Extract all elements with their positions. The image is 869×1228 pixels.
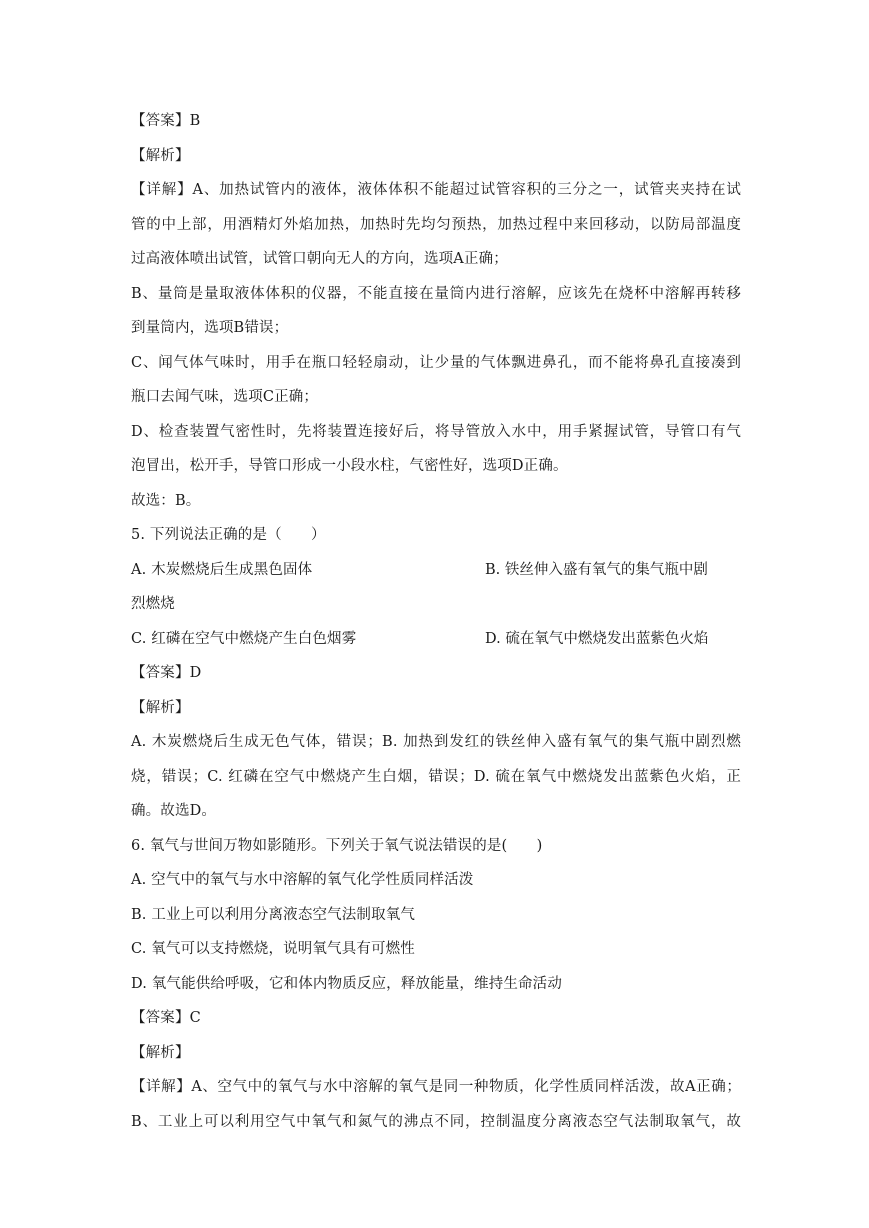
option-a: A. 木炭燃烧后生成黑色固体 xyxy=(131,562,313,578)
option-d: D. 氧气能供给呼吸，它和体内物质反应，释放能量，维持生命活动 xyxy=(131,976,562,992)
analysis-label-q4: 【解析】 xyxy=(131,148,190,164)
option-a: A. 空气中的氧气与水中溶解的氧气化学性质同样活泼 xyxy=(131,872,474,888)
option-b: B. 铁丝伸入盛有氧气的集气瓶中剧 xyxy=(485,562,708,578)
option-d: D. 硫在氧气中燃烧发出蓝紫色火焰 xyxy=(485,631,709,647)
text-line: 确。故选D。 xyxy=(131,803,217,819)
answer-label-q6: 【答案】C xyxy=(131,1010,201,1026)
text-line: 瓶口去闻气味，选项C正确； xyxy=(131,389,319,405)
text-line: 到量筒内，选项B错误； xyxy=(131,320,289,336)
option-b: B. 工业上可以利用分离液态空气法制取氧气 xyxy=(131,907,416,923)
option-c: C. 氧气可以支持燃烧，说明氧气具有可燃性 xyxy=(131,941,415,957)
text-line: B、工业上可以利用空气中氧气和氮气的沸点不同，控制温度分离液态空气法制取氧气，故 xyxy=(131,1114,741,1130)
analysis-label-q6: 【解析】 xyxy=(131,1045,190,1061)
text-line: 故选：B。 xyxy=(131,493,201,509)
answer-label-q4: 【答案】B xyxy=(131,113,201,129)
option-c: C. 红磷在空气中燃烧产生白色烟雾 xyxy=(131,631,357,647)
text-line: 管的中上部，用酒精灯外焰加热，加热时先均匀预热，加热过程中来回移动，以防局部温度 xyxy=(131,217,741,233)
answer-label-q5: 【答案】D xyxy=(131,665,202,681)
text-line: C、闻气体气味时，用手在瓶口轻轻扇动，让少量的气体飘进鼻孔，而不能将鼻孔直接凑到 xyxy=(131,355,741,371)
text-line: 泡冒出，松开手，导管口形成一小段水柱，气密性好，选项D正确。 xyxy=(131,458,568,474)
text-line: 【详解】A、加热试管内的液体，液体体积不能超过试管容积的三分之一，试管夹夹持在试 xyxy=(131,182,741,198)
question-6-stem: 6. 氧气与世间万物如影随形。下列关于氧气说法错误的是( ) xyxy=(131,838,543,854)
text-line: 【详解】A、空气中的氧气与水中溶解的氧气是同一种物质，化学性质同样活泼，故A正确； xyxy=(131,1079,741,1095)
option-b-continued: 烈燃烧 xyxy=(131,596,175,612)
question-5-stem: 5. 下列说法正确的是（ ） xyxy=(131,527,326,543)
text-line: 烧，错误；C. 红磷在空气中燃烧产生白烟，错误；D. 硫在氧气中燃烧发出蓝紫色火焰，正 xyxy=(131,769,741,785)
text-line: B、量筒是量取液体体积的仪器，不能直接在量筒内进行溶解，应该先在烧杯中溶解再转移 xyxy=(131,286,741,302)
text-line: A. 木炭燃烧后生成无色气体，错误；B. 加热到发红的铁丝伸入盛有氧气的集气瓶中剧烈燃 xyxy=(131,734,741,750)
text-line: D、检查装置气密性时，先将装置连接好后，将导管放入水中，用手紧握试管，导管口有气 xyxy=(131,424,741,440)
text-line: 过高液体喷出试管，试管口朝向无人的方向，选项A正确； xyxy=(131,251,508,267)
analysis-label-q5: 【解析】 xyxy=(131,700,190,716)
